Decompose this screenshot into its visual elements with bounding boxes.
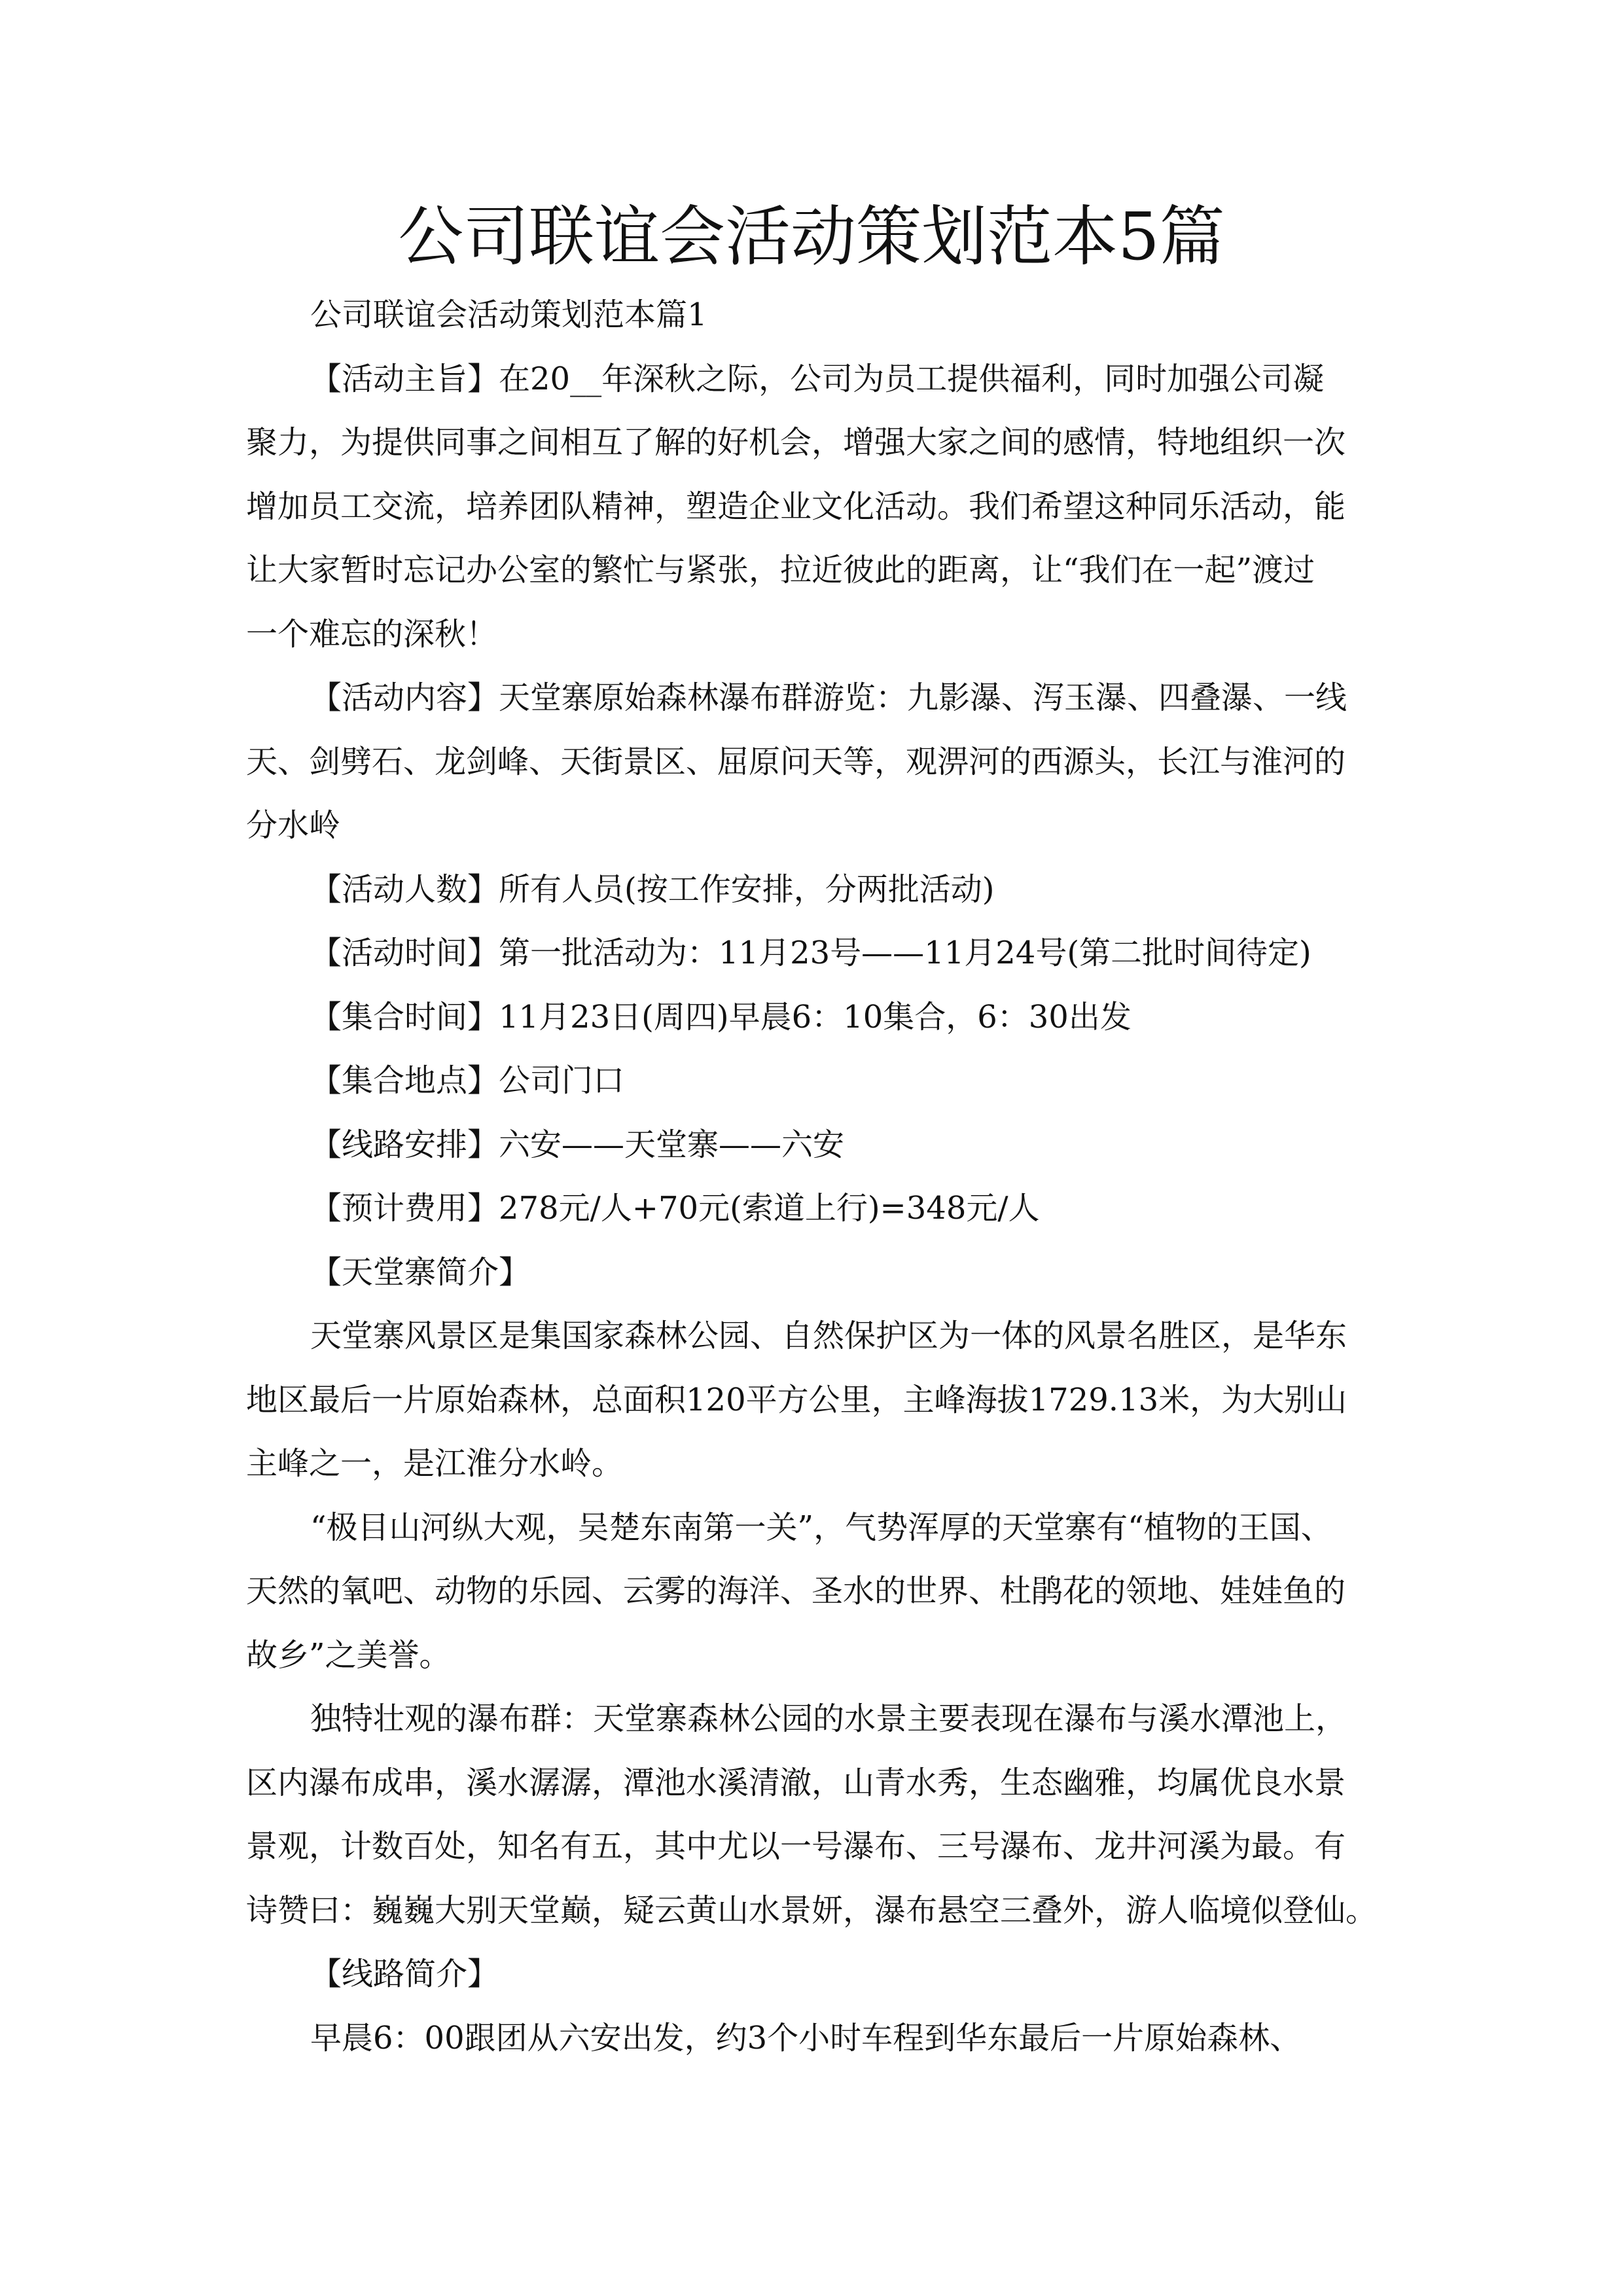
paragraph-line: 早晨6：00跟团从六安出发，约3个小时车程到华东最后一片原始森林、 [310,2019,1302,2056]
section-subtitle: 公司联谊会活动策划范本篇1 [310,296,707,333]
paragraph [246,1687,1385,1943]
paragraph-line: 【线路安排】六安——天堂寨——六安 [310,1126,845,1163]
paragraph-line: 一个难忘的深秋！ [246,615,498,653]
paragraph [246,1304,1385,1496]
paragraph-line: 【预计费用】278元/人+70元(索道上行)=348元/人 [310,1190,1040,1227]
document-title: 公司联谊会活动策划范本5篇 [398,198,1225,275]
paragraph-line: 天、剑劈石、龙剑峰、天街景区、屈原问天等，观淠河的西源头，长江与淮河的 [246,743,1346,780]
paragraph [246,1943,1385,2007]
paragraph [246,2007,1385,2071]
paragraph-line: 诗赞曰：巍巍大别天堂巅，疑云黄山水景妍，瀑布悬空三叠外，游人临境似登仙。 [246,1892,1378,1929]
paragraph-line: 【天堂寨简介】 [310,1253,531,1291]
paragraph [246,1113,1385,1177]
paragraph-line: 分水岭 [246,807,341,844]
paragraph-line: 【线路简介】 [310,1956,499,1992]
paragraph-line: 聚力，为提供同事之间相互了解的好机会，增强大家之间的感情，特地组织一次 [246,424,1346,461]
paragraph-line: 【集合时间】11月23日(周四)早晨6：10集合，6：30出发 [310,998,1132,1035]
paragraph [246,1177,1385,1241]
paragraph-line: 天堂寨风景区是集国家森林公园、自然保护区为一体的风景名胜区，是华东 [310,1318,1347,1354]
paragraph [246,986,1385,1050]
paragraph [246,1241,1385,1305]
paragraph-line: 【活动内容】天堂寨原始森林瀑布群游览：九影瀑、泻玉瀑、四叠瀑、一线 [310,679,1347,716]
paragraph [246,922,1385,986]
paragraph-line: 景观，计数百处，知名有五，其中尤以一号瀑布、三号瀑布、龙井河溪为最。有 [246,1828,1346,1865]
document-body [246,283,1385,2070]
paragraph-line: 地区最后一片原始森林，总面积120平方公里，主峰海拔1729.13米，为大别山 [246,1381,1347,1418]
paragraph [246,858,1385,922]
paragraph [246,1049,1385,1113]
paragraph-line: 增加员工交流，培养团队精神，塑造企业文化活动。我们希望这种同乐活动，能 [246,488,1346,525]
paragraph-line: 【集合地点】公司门口 [310,1062,625,1099]
paragraph-line: “极目山河纵大观，吴楚东南第一关”，气势浑厚的天堂寨有“植物的王国、 [310,1509,1332,1546]
paragraph [246,666,1385,858]
paragraph-line: 让大家暂时忘记办公室的繁忙与紧张，拉近彼此的距离，让“我们在一起”渡过 [246,552,1315,588]
paragraph-line: 【活动主旨】在20__年深秋之际，公司为员工提供福利，同时加强公司凝 [310,360,1325,397]
paragraph-line: 天然的氧吧、动物的乐园、云雾的海洋、圣水的世界、杜鹃花的领地、娃娃鱼的 [246,1573,1346,1609]
paragraph-line: 【活动人数】所有人员(按工作安排，分两批活动) [310,870,995,908]
paragraph [246,348,1385,667]
paragraph-line: 区内瀑布成串，溪水潺潺，潭池水溪清澈，山青水秀，生态幽雅，均属优良水景 [246,1764,1346,1801]
paragraph-line: 独特壮观的瀑布群：天堂寨森林公园的水景主要表现在瀑布与溪水潭池上， [310,1700,1347,1737]
paragraph-line: 【活动时间】第一批活动为：11月23号——11月24号(第二批时间待定) [310,935,1311,971]
paragraph [246,1496,1385,1688]
paragraph-line: 故乡”之美誉。 [246,1636,451,1674]
paragraph-line: 主峰之一，是江淮分水岭。 [246,1445,624,1482]
